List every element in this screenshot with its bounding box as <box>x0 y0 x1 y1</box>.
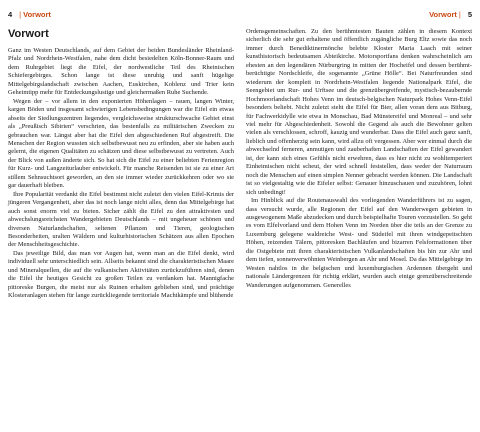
body-text-left <box>8 47 234 301</box>
running-head-title-left: Vorwort <box>23 9 51 19</box>
paragraph: Ganz im Westen Deutschlands, auf dem Gebiet der beiden Bundesländer Rheinland-Pfalz und Nordrhein-Westfalen, nahe dem dicht besiedelten Köln-Bonner-Raum und dem Ruhrgebiet liegt die Eifel, der nordwestliche Teil des Rheinischen Schiefergebirges. Schon lange ist diese unruhig und sanft hügelige Mittelgebirgslandschaft zwischen Aachen, Euskirchen, Koblenz und Trier kein Geheimtipp mehr für Entdeckungslustige und gleichermaßen Ruhe Suchende. <box>8 47 234 97</box>
running-head-separator: | <box>458 9 461 19</box>
body-text-right <box>246 28 472 290</box>
paragraph: Wegen der – vor allem in den exponierten Höhenlagen – rauen, langen Winter, kargen Böden und insgesamt schwierigen Lebensbedingungen war die Eifel ein etwas abseits der Siedlungszentren liegendes, vergleichsweise strukturschwache Gebiet einst als „Preußisch Sibirien“ verschrien, das bestenfalls zu militärischen Zwecken zu gebrauchen war. Längst aber hat die Eifel den abgeschiedenen Ruf abgestreift. Die Menschen der Region wussten sich selbstbewusst neu zu erfinden, aber sie haben auch gelernt, die eigenen Qualitäten zu schätzen und diese selbstbewusst zu vertreten. Auch der Blick von außen änderte sich. So hat sich die Eifel zu einer beliebten Ferienregion für Kurz- und Langzeiturlauber entwickelt. Für manche Reisenden ist sie zu einer Art stillem Sehnsuchtsort geworden, an den sie immer wieder zurückkehren oder wo sie gar dauerhaft bleiben. <box>8 97 234 190</box>
page-number-left: 4 <box>8 9 13 19</box>
paragraph: Ordensgemeinschaften. Zu den berühmtesten Bauten zählen in diesem Kontext sicherlich die sehr gut erhaltene und öffentlich zugängliche Burg Eltz sowie das noch immer durch Benediktinermönche belebte Kloster Maria Laach mit seiner kunsthistorisch bedeutsamen Abteikirche. Motorsportfans denken wahrscheinlich am ehesten an den legendären Nürburgring in mitten der Hocheifel und dessen berühmt-berüchtigte Nordschleife, die sogenannte „Grüne Hölle“. Bei Naturfreunden sind wiederum der komplett in Nordrhein-Westfalen liegende Nationalpark Eifel, die Seengebiet um Rur- und Urftsee und die grenzübergreifende, mystisch-bezaubernde Hochmoorlandschaft Hohes Venn im deutsch-belgischen Naturpark Hohes Venn-Eifel besonders beliebt. Nicht zuletzt steht die Eifel für Bier, allen voran dem aus Bitburg, für Fachwerkidylle wie etwa in Monschau, Bad Münstereifel und Monreal – und sehr viel mehr für Abgeschiedenheit. Sowohl die Gegend als auch die Bewohner gelten vielen als verschlossen, schroff, kauzig und wunderbar. Dass die Eifel auch ganz sanft, lieblich und offenherzig sein kann, wird allzu oft vergessen. Aber wer einmal durch die abwechselnd ferneren, anmutigen und zauberhaften Landschaften der Eifel gewandert ist, der kann sich eines Gefühls nicht erwehren, dass es hier nicht zu wohltemperiert Einheimischen nicht scheut, der wird schnell feststellen, dass weder der Naturraum noch die Menschen auf einen simplen Nenner gebracht werden können. Die Landschaft ist so vielgestaltig wie die Eifeler selbst: Genauer hinzuschauen und zuzuhören, lohnt sich unbedingt! <box>246 28 472 196</box>
paragraph: Das jeweilige Bild, das man vor Augen hat, wenn man an die Eifel denkt, wird individuell sehr unterschiedlich sein. Allseits bekannt sind die charakteristischen Maare und Mineralquellen, die auf die vulkanischen Aktivitäten zurückzuführen sind, denen die Eifel ihr heutiges Gesicht zu großen Teilen zu verdanken hat. Mannigfache pittoreske Burgen, die meist nur als Ruinen erhalten geblieben sind, und prächtige Klosteranlagen stehen für lange zurückliegende territoriale Machtkämpfe und blühende <box>8 249 234 300</box>
page-number-right: 5 <box>467 9 472 19</box>
running-head-right <box>246 8 472 20</box>
paragraph: Ihre Popularität verdankt die Eifel bestimmt nicht zuletzt den vielen Eifel-Krimis der jüngeren Vergangenheit, aber das ist noch lange nicht alles, denn das Mittelgebirge hat auch sonst enorm viel zu bieten. Sicher zählt die Eifel zu den attraktivsten und abwechslungsreichsten Wandergebieten Deutschlands – mit ungeheuer schönen und diversen Naturlandschaften, seltenen Pflanzen und Tieren, geologischen Besonderheiten, uralten Wäldern und kulturhistorischen Schätzen aus allen Epochen der Menschheitsgeschichte. <box>8 190 234 249</box>
running-head-title-right: Vorwort <box>429 9 457 19</box>
running-head-separator: | <box>19 9 22 19</box>
running-head-left <box>8 8 234 20</box>
right-page <box>240 0 480 432</box>
page-heading: Vorwort <box>8 28 49 40</box>
paragraph: Im Hinblick auf die Routenauswahl des vorliegenden Wanderführers ist zu sagen, dass versucht wurde, alle Regionen der Eifel auf den Wanderwegen gebieten in ausgewogenem Maße abzudecken und durch beispielhafte Touren vorzustellen. So geht es vom Elfelvorland und dem Hohen Venn im Norden über die teils an der Grenze zu Luxemburg gelegene waldreiche West- und Südeifel mit ihren windgepeitschten Höhen, reizenden Tälern, pittoresken Bachläufen und bizarren Felsformationen über die Ostgebiete mit ihren charakteristischen Vulkanlandschaften bis hin zur Ahr und dem tiefen, sonnenverwöhnten Weinbergen an Ahr und Mosel. Da das Mittelgebirge im Westen nahtlos in die belgischen und luxemburgischen Ardennen übergeht und nationale Ländergrenzen für richtig erklärt, wurden auch einige grenzüberschreitende Wanderungen aufgenommen. Generelles <box>246 197 472 289</box>
